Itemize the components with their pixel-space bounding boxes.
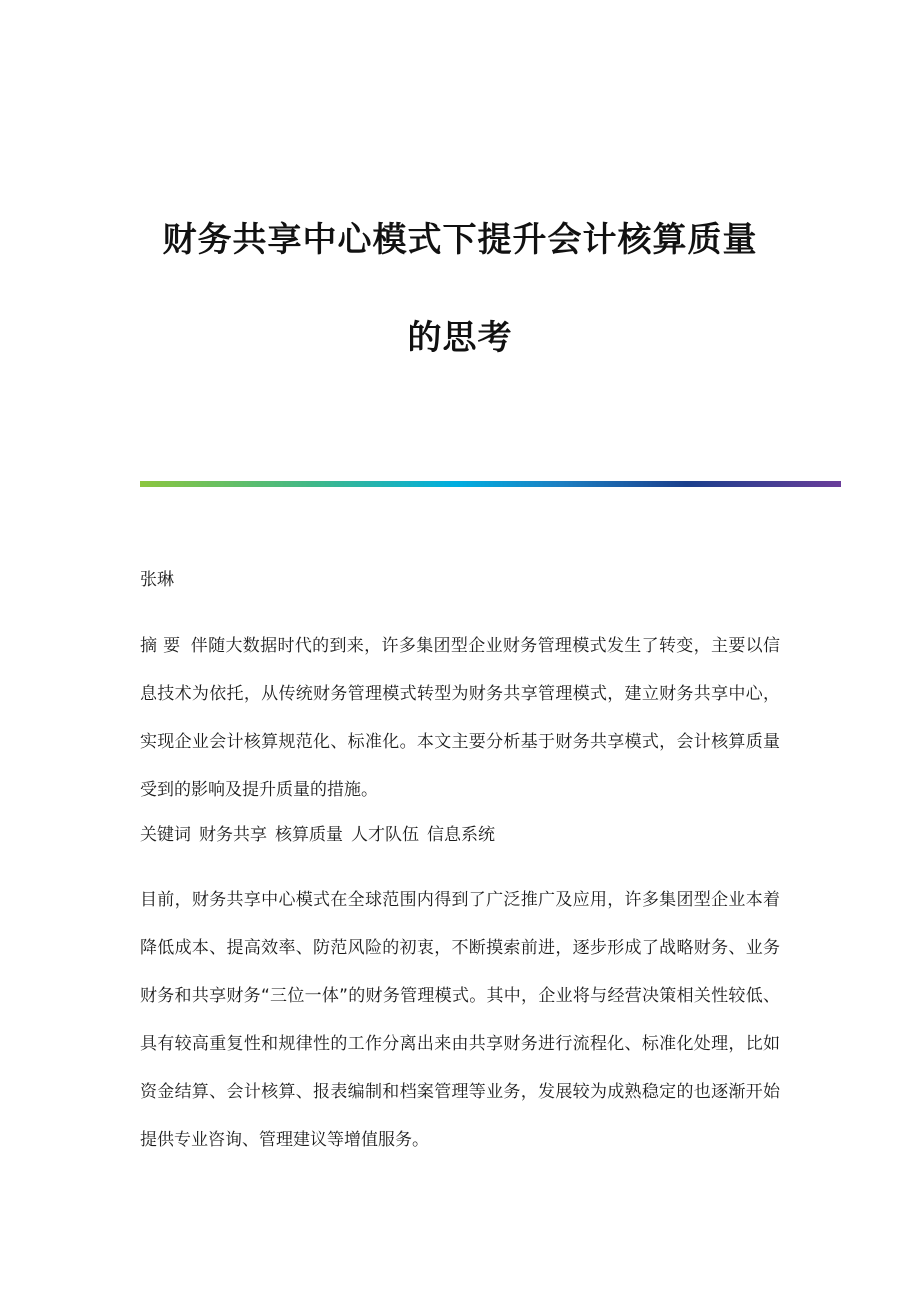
title-line-1: 财务共享中心模式下提升会计核算质量 (162, 220, 758, 260)
keyword-item: 财务共享 (199, 825, 267, 845)
keyword-item: 人才队伍 (351, 825, 419, 845)
keyword-item: 核算质量 (275, 825, 343, 845)
abstract-label: 摘 要 (140, 636, 181, 656)
gradient-divider (140, 481, 841, 487)
body-paragraph: 目前，财务共享中心模式在全球范围内得到了广泛推广及应用，许多集团型企业本着降低成本、提高效率、防范风险的初衷，不断摸索前进，逐步形成了战略财务、业务财务和共享财务“三位一体”的财务管理模式。其中，企业将与经营决策相关性较低、具有较高重复性和规律性的工作分离出来由共享财务进行流程化、标准化处理，比如资金结算、会计核算、报表编制和档案管理等业务，发展较为成熟稳定的也逐渐开始提供专业咨询、管理建议等增值服务。 (140, 890, 780, 1150)
title-line-2: 的思考 (407, 318, 513, 358)
abstract-text: 伴随大数据时代的到来，许多集团型企业财务管理模式发生了转变，主要以信息技术为依托，从传统财务管理模式转型为财务共享管理模式，建立财务共享中心，实现企业会计核算规范化、标准化。本文主要分析基于财务共享模式，会计核算质量受到的影响及提升质量的措施。 (140, 636, 781, 800)
keywords-line (140, 822, 780, 848)
keyword-item: 信息系统 (427, 825, 495, 845)
keywords-label: 关键词 (140, 825, 191, 845)
abstract-paragraph (140, 622, 780, 814)
author-name: 张琳 (140, 570, 174, 590)
